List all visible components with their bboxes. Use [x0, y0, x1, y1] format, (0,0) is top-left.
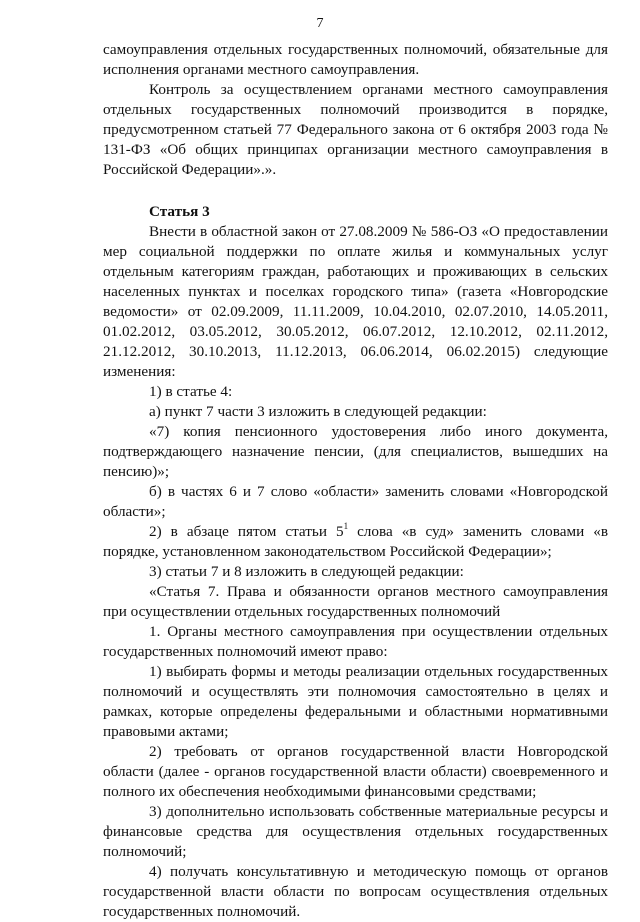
list-item-2 [103, 522, 608, 562]
list-item: 3) статьи 7 и 8 изложить в следующей редакции: [149, 563, 464, 580]
paragraph-continuation: самоуправления отдельных государственных полномочий, обязательные для исполнения органами местного самоуправления. [103, 41, 608, 78]
document-body [103, 40, 608, 922]
article-intro: Внести в областной закон от 27.08.2009 № 586-ОЗ «О предоставлении мер социальной поддержки по оплате жилья и коммунальных услуг отдельным категориям граждан, работающих и проживающих в сельских населенных пунктах и поселках городского типа» (газета «Новгородские ведомости» от 02.09.2009, 11.11.2009, 10.04.2010, 02.07.2010, 14.05.2011, 01.02.2012, 03.05.2012, 30.05.2012, 06.07.2012, 12.10.2012, 02.11.2012, 21.12.2012, 30.10.2013, 11.12.2013, 06.06.2014, 06.02.2015) следующие изменения: [103, 223, 608, 380]
right-item: 2) требовать от органов государственной власти Новгородской области (далее - органов государственной власти области) своевременного и полного их обеспечения необходимыми финансовыми средствами; [103, 743, 608, 800]
list-item: 1) в статье 4: [149, 383, 233, 400]
item2-text-before: 2) в абзаце пятом статьи 5 [149, 523, 344, 540]
list-item: «7) копия пенсионного удостоверения либо иного документа, подтверждающего назначение пенсии, (для специалистов, вышедших на пенсию)»; [103, 423, 608, 480]
list-item: а) пункт 7 части 3 изложить в следующей редакции: [149, 403, 487, 420]
right-item: 3) дополнительно использовать собственные материальные ресурсы и финансовые средства для осуществления отдельных государственных полномочий; [103, 803, 608, 860]
list-item: б) в частях 6 и 7 слово «области» заменить словами «Новгородской области»; [103, 483, 608, 520]
item2-superscript: 1 [343, 521, 349, 531]
right-item: 4) получать консультативную и методическую помощь от органов государственной власти области по вопросам осуществления отдельных государственных полномочий. [103, 863, 608, 920]
item2-text-after: слова «в суд» заменить словами «в порядке, установленном законодательством Российской Федерации»; [103, 523, 608, 560]
article-title: Статья 3 [149, 203, 210, 220]
article7-title: «Статья 7. Права и обязанности органов местного самоуправления при осуществлении отдельных государственных полномочий [103, 583, 608, 620]
paragraph-control: Контроль за осуществлением органами местного самоуправления отдельных государственных полномочий производится в порядке, предусмотренном статьей 77 Федерального закона от 6 октября 2003 года № 131-ФЗ «Об общих принципах организации местного самоуправления в Российской Федерации».». [103, 81, 608, 178]
right-item: 1) выбирать формы и методы реализации отдельных государственных полномочий и осуществлять эти полномочия самостоятельно в целях и рамках, которые определены федеральными и областными нормативными правовыми актами; [103, 663, 608, 740]
article7-part1: 1. Органы местного самоуправления при осуществлении отдельных государственных полномочий имеют право: [103, 623, 608, 660]
page-number: 7 [316, 16, 324, 31]
